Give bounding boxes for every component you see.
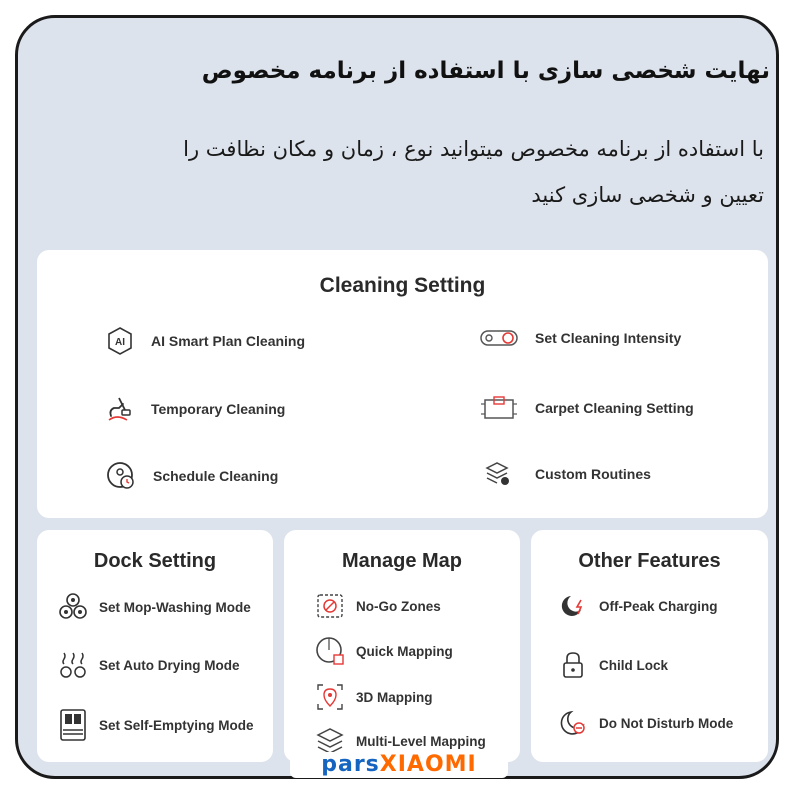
dock-item-self-emptying[interactable]	[57, 708, 254, 742]
cs-item-label: Custom Routines	[535, 466, 651, 482]
cleaning-setting-title: Cleaning Setting	[319, 274, 486, 297]
page-description	[74, 126, 764, 218]
other-item-off-peak[interactable]	[557, 592, 718, 620]
cs-item-label: Carpet Cleaning Setting	[535, 400, 694, 416]
dock-item-label: Set Self-Emptying Mode	[99, 717, 254, 733]
dock-item-label: Set Mop-Washing Mode	[99, 599, 251, 615]
carpet-icon	[479, 394, 519, 422]
description-line-1: با استفاده از برنامه مخصوص میتوانید نوع ، زمان و مکان نظافت را	[183, 137, 764, 161]
dock-setting-title: Dock Setting	[93, 550, 217, 572]
quick-mapping-icon	[314, 635, 346, 667]
logo-part-1: pars	[321, 752, 380, 777]
description-line-2: تعیین و شخصی سازی کنید	[531, 183, 764, 207]
intensity-toggle-icon	[479, 326, 519, 350]
cs-item-intensity[interactable]	[479, 326, 681, 350]
3d-mapping-icon	[314, 682, 346, 712]
manage-map-card	[284, 530, 520, 762]
cs-item-label: Schedule Cleaning	[153, 468, 279, 484]
map-item-label: Multi-Level Mapping	[356, 733, 486, 749]
other-features-title: Other Features	[578, 550, 721, 572]
cs-item-label: Set Cleaning Intensity	[535, 330, 682, 346]
cs-item-custom-routines[interactable]	[479, 460, 651, 488]
logo-part-2: XIAOMI	[379, 752, 477, 777]
moon-charging-icon	[557, 592, 589, 620]
other-item-label: Do Not Disturb Mode	[599, 715, 734, 731]
cleaning-setting-card	[37, 250, 768, 518]
dock-setting-card	[37, 530, 273, 762]
mop-washing-icon	[57, 592, 89, 622]
manage-map-title: Manage Map	[341, 550, 463, 572]
lock-icon	[557, 650, 589, 680]
other-features-card	[531, 530, 768, 762]
dock-item-mop-washing[interactable]	[57, 592, 251, 622]
other-item-label: Off-Peak Charging	[599, 598, 718, 614]
cs-item-ai-smart-plan[interactable]	[105, 326, 305, 356]
moon-dnd-icon	[557, 708, 589, 738]
map-item-no-go-zones[interactable]	[314, 592, 441, 620]
brand-logo	[290, 752, 508, 778]
dock-item-auto-drying[interactable]	[57, 650, 240, 680]
other-item-dnd[interactable]	[557, 708, 733, 738]
hand-brush-icon	[105, 394, 135, 424]
cs-item-label: AI Smart Plan Cleaning	[151, 333, 306, 349]
map-item-label: Quick Mapping	[356, 643, 453, 659]
robot-clock-icon	[105, 460, 137, 492]
map-item-quick-mapping[interactable]	[314, 635, 453, 667]
auto-drying-icon	[57, 650, 89, 680]
self-emptying-icon	[57, 708, 89, 742]
other-item-child-lock[interactable]	[557, 650, 668, 680]
map-item-label: 3D Mapping	[356, 689, 433, 705]
cs-item-carpet[interactable]	[479, 394, 694, 422]
ai-chip-icon	[105, 326, 135, 356]
page-title: نهایت شخصی سازی با استفاده از برنامه مخصوص	[201, 58, 770, 84]
no-go-zone-icon	[314, 592, 346, 620]
cs-item-label: Temporary Cleaning	[151, 401, 286, 417]
map-item-3d-mapping[interactable]	[314, 682, 433, 712]
dock-item-label: Set Auto Drying Mode	[99, 657, 240, 673]
map-item-label: No-Go Zones	[356, 598, 441, 614]
cs-item-schedule[interactable]	[105, 460, 278, 492]
layers-gear-icon	[479, 460, 519, 488]
cs-item-temporary[interactable]	[105, 394, 285, 424]
svg-text:AI: AI	[115, 337, 125, 348]
other-item-label: Child Lock	[599, 657, 669, 673]
